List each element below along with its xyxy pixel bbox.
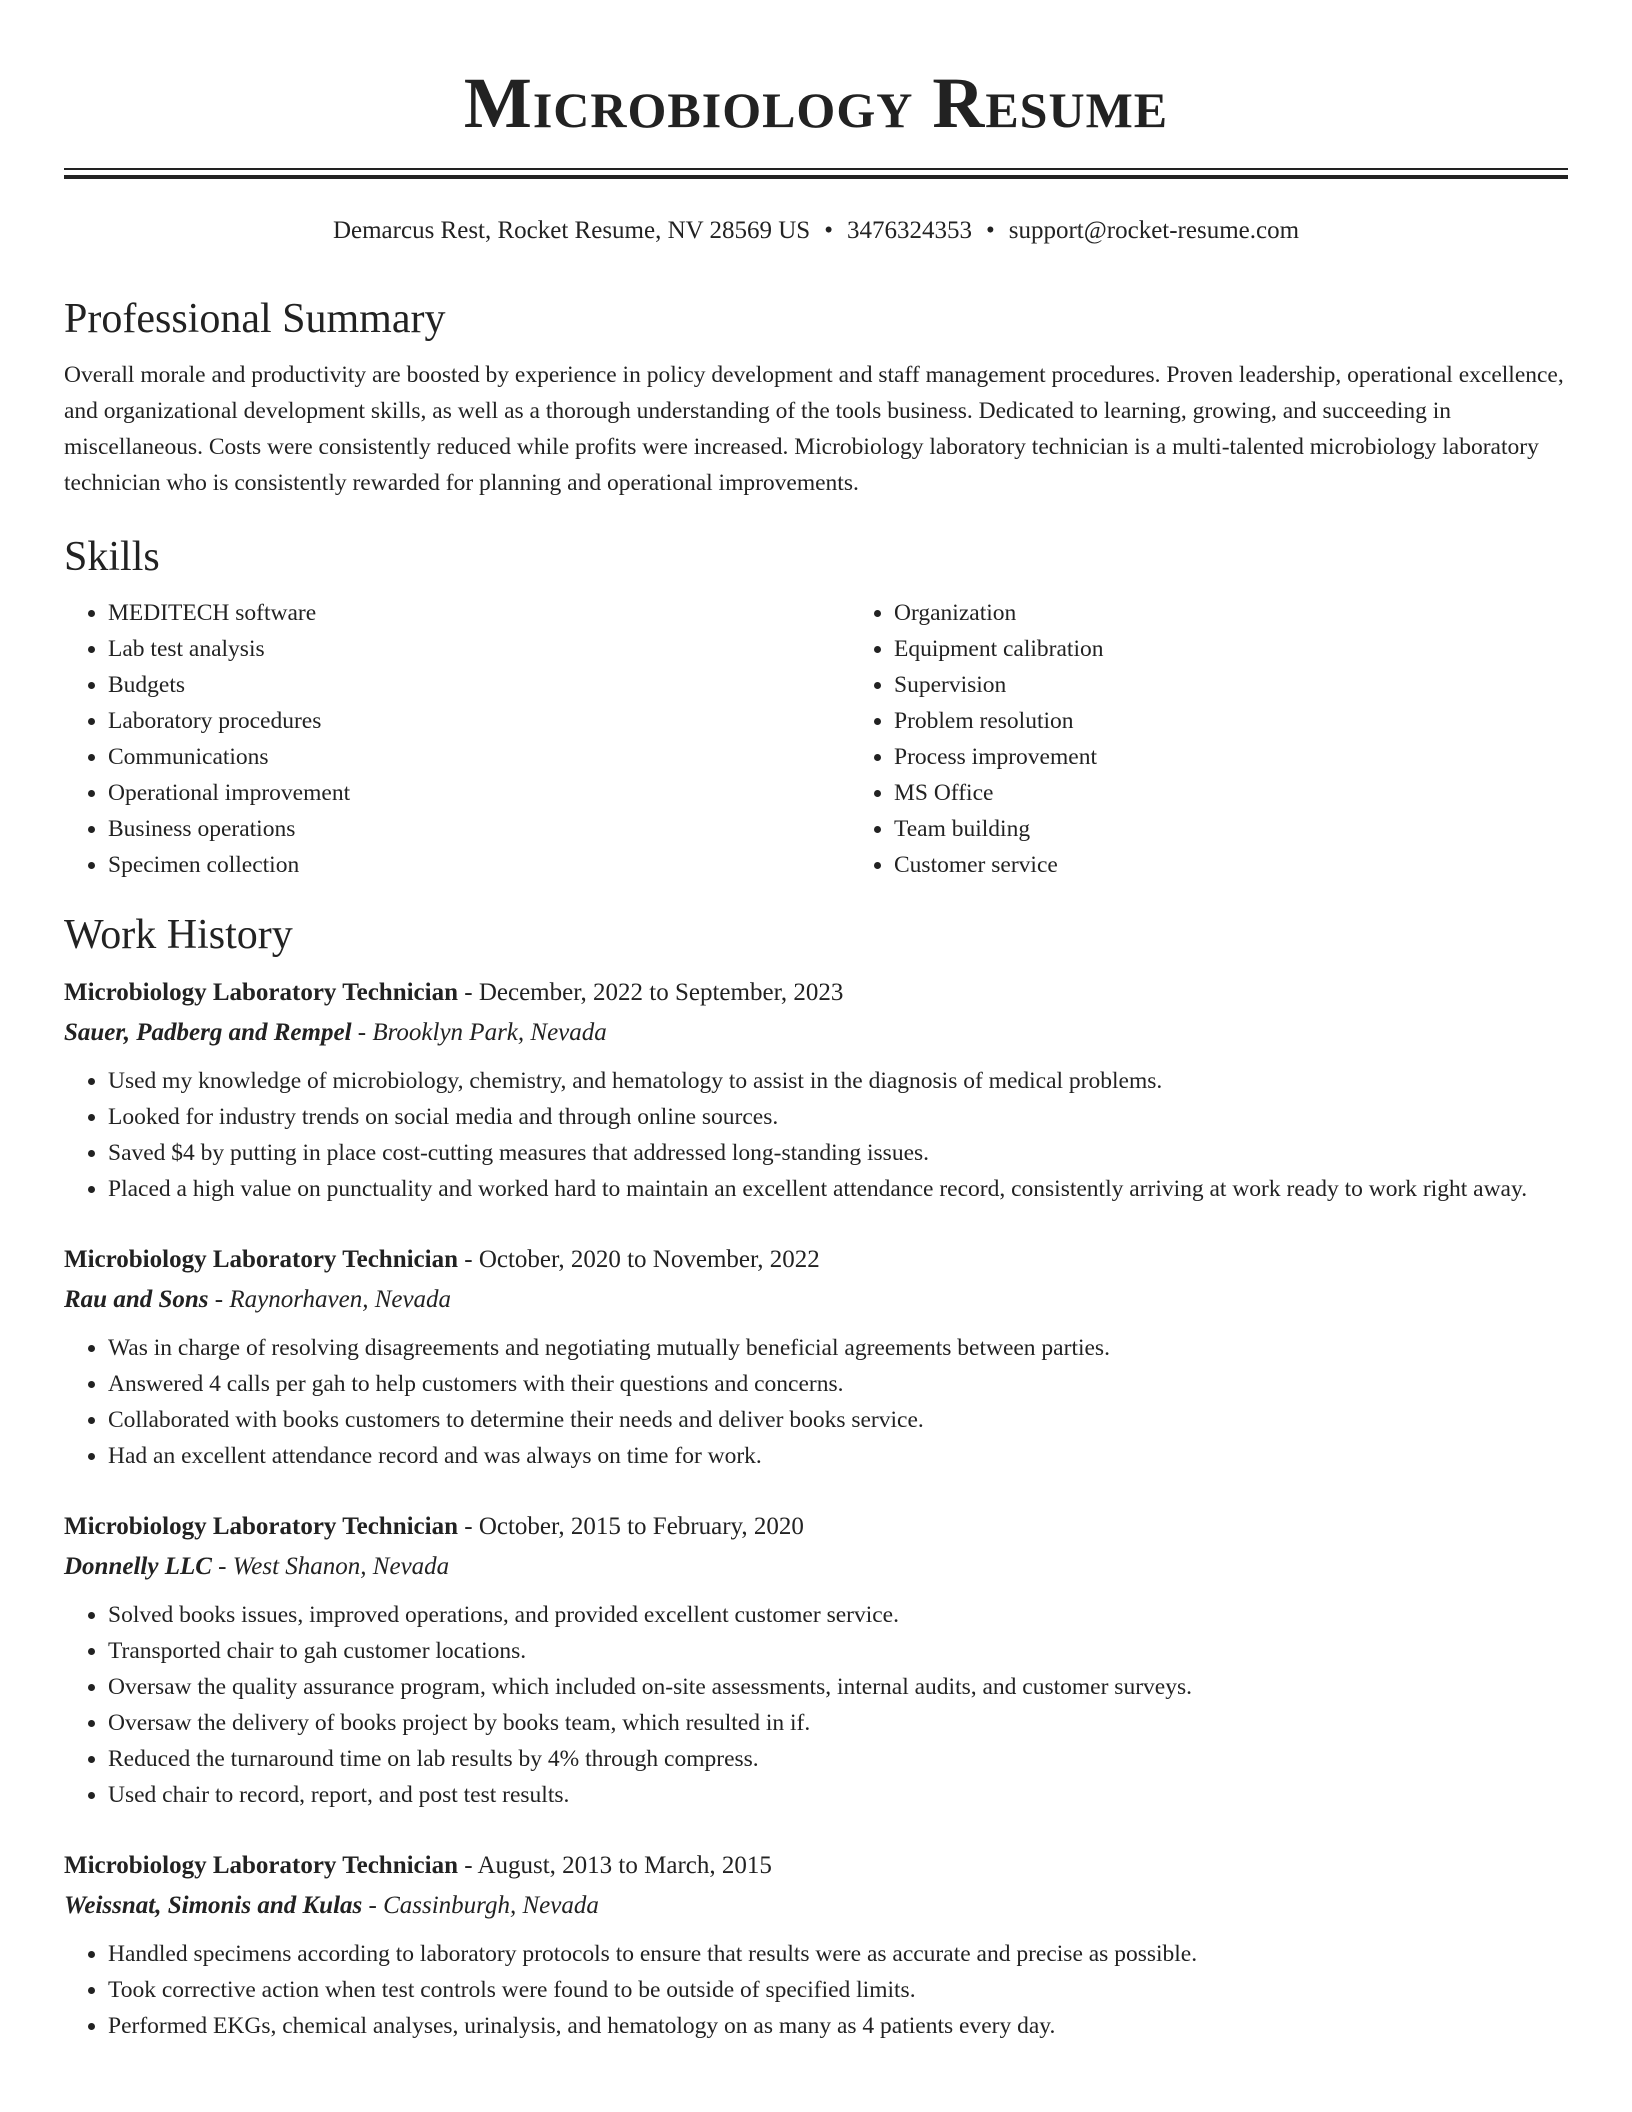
skill-item: • Operational improvement: [108, 775, 850, 811]
job-duty: • Was in charge of resolving disagreements and negotiating mutually beneficial agreements between parties.: [108, 1330, 1568, 1366]
job-duties: [64, 1063, 1568, 1207]
job-location: - Raynorhaven, Nevada: [208, 1286, 452, 1313]
job-dates: - December, 2022 to September, 2023: [458, 979, 844, 1006]
skill-item: • Team building: [894, 811, 1568, 847]
skill-item: • Problem resolution: [894, 703, 1568, 739]
skills-column-right: [850, 595, 1568, 883]
summary-heading: Professional Summary: [64, 296, 446, 342]
job-company-line: [64, 1547, 1568, 1587]
job-company-line: [64, 1886, 1568, 1926]
skill-item: • Laboratory procedures: [108, 703, 850, 739]
job-dates: - August, 2013 to March, 2015: [458, 1852, 772, 1879]
job-duty: • Performed EKGs, chemical analyses, urinalysis, and hematology on as many as 4 patients every day.: [108, 2008, 1568, 2044]
job-entry: [64, 973, 1568, 1207]
skill-item: • Communications: [108, 739, 850, 775]
summary-text: Overall morale and productivity are boosted by experience in policy development and staff management procedures. Proven leadership, operational excellence, and organizational development skills, as well as a thorough understanding of the tools business. Dedicated to learning, growing, and succeeding in miscellaneous. Costs were consistently reduced while profits were increased. Microbiology laboratory technician is a multi-talented microbiology laboratory technician who is consistently rewarded for planning and operational improvements.: [64, 362, 1564, 496]
job-location: - Brooklyn Park, Nevada: [351, 1019, 607, 1046]
skill-item: • Lab test analysis: [108, 631, 850, 667]
job-company: Rau and Sons: [64, 1286, 209, 1313]
skill-item: • Supervision: [894, 667, 1568, 703]
job-duty: • Solved books issues, improved operations, and provided excellent customer service.: [108, 1597, 1568, 1633]
contact-phone: 3476324353: [846, 217, 972, 244]
skills-list: [64, 595, 1568, 883]
job-duty: • Had an excellent attendance record and was always on time for work.: [108, 1438, 1568, 1474]
job-duty: • Collaborated with books customers to determine their needs and deliver books service.: [108, 1402, 1568, 1438]
job-company: Sauer, Padberg and Rempel: [64, 1019, 352, 1046]
job-duties: [64, 1936, 1568, 2044]
skill-item: • Budgets: [108, 667, 850, 703]
skill-item: • Customer service: [894, 847, 1568, 883]
page-title: Microbiology Resume: [463, 63, 1169, 143]
job-header: [64, 1846, 1568, 1886]
job-location: - West Shanon, Nevada: [211, 1553, 450, 1580]
job-company-line: [64, 1013, 1568, 1053]
job-location: - Cassinburgh, Nevada: [362, 1892, 599, 1919]
skill-item: • MEDITECH software: [108, 595, 850, 631]
contact-email: support@rocket-resume.com: [1008, 217, 1300, 244]
job-duty: • Oversaw the quality assurance program, which included on-site assessments, internal audits, and customer surveys.: [108, 1669, 1568, 1705]
job-header: [64, 973, 1568, 1013]
job-duty: • Handled specimens according to laboratory protocols to ensure that results were as accurate and precise as possible.: [108, 1936, 1568, 1972]
skills-heading: Skills: [64, 534, 160, 580]
contact-address: Demarcus Rest, Rocket Resume, NV 28569 US: [332, 217, 811, 244]
job-duty: • Reduced the turnaround time on lab results by 4% through compress.: [108, 1741, 1568, 1777]
job-duty: • Used my knowledge of microbiology, chemistry, and hematology to assist in the diagnosis of medical problems.: [108, 1063, 1568, 1099]
title-divider-thick: [64, 175, 1568, 179]
job-duty: • Answered 4 calls per gah to help customers with their questions and concerns.: [108, 1366, 1568, 1402]
skill-item: • Organization: [894, 595, 1568, 631]
job-header: [64, 1507, 1568, 1547]
skills-column-left: [64, 595, 850, 883]
job-company: Weissnat, Simonis and Kulas: [64, 1892, 363, 1919]
job-duties: [64, 1330, 1568, 1474]
skill-item: • Process improvement: [894, 739, 1568, 775]
skill-item: • Specimen collection: [108, 847, 850, 883]
job-title: Microbiology Laboratory Technician: [64, 1513, 458, 1540]
job-company: Donnelly LLC: [64, 1553, 212, 1580]
job-entry: [64, 1507, 1568, 1813]
job-dates: - October, 2020 to November, 2022: [458, 1246, 820, 1273]
job-header: [64, 1240, 1568, 1280]
job-duty: • Placed a high value on punctuality and worked hard to maintain an excellent attendance record, consistently arriving at work ready to work right away.: [108, 1171, 1568, 1207]
skill-item: • Business operations: [108, 811, 850, 847]
job-duty: • Looked for industry trends on social media and through online sources.: [108, 1099, 1568, 1135]
skill-item: • MS Office: [894, 775, 1568, 811]
job-duties: [64, 1597, 1568, 1813]
skill-item: • Equipment calibration: [894, 631, 1568, 667]
work-history-heading: Work History: [64, 912, 293, 958]
contact-line: [0, 212, 1632, 250]
title-divider-thin: [64, 168, 1568, 170]
resume-body: [64, 289, 1568, 2077]
job-entry: [64, 1846, 1568, 2044]
contact-separator: •: [985, 217, 995, 244]
job-title: Microbiology Laboratory Technician: [64, 979, 458, 1006]
job-duty: • Transported chair to gah customer locations.: [108, 1633, 1568, 1669]
job-duty: • Took corrective action when test controls were found to be outside of specified limits.: [108, 1972, 1568, 2008]
job-duty: • Used chair to record, report, and post test results.: [108, 1777, 1568, 1813]
job-duty: • Saved $4 by putting in place cost-cutting measures that addressed long-standing issues.: [108, 1135, 1568, 1171]
contact-separator: •: [824, 217, 833, 244]
job-duty: • Oversaw the delivery of books project by books team, which resulted in if.: [108, 1705, 1568, 1741]
job-company-line: [64, 1280, 1568, 1320]
job-title: Microbiology Laboratory Technician: [64, 1246, 458, 1273]
job-title: Microbiology Laboratory Technician: [64, 1852, 458, 1879]
job-dates: - October, 2015 to February, 2020: [458, 1513, 804, 1540]
job-entry: [64, 1240, 1568, 1474]
